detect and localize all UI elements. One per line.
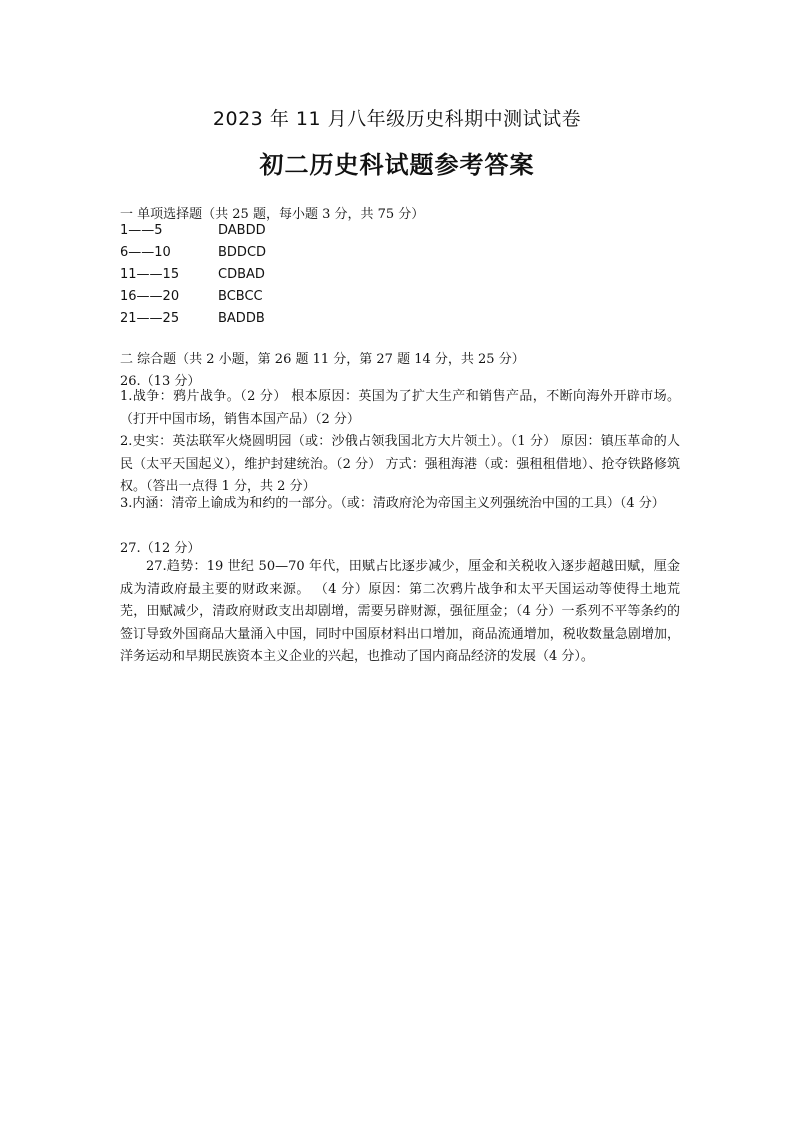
question-26-label: 26.（13 分） — [120, 374, 201, 389]
answer-range: 16——20 — [120, 289, 180, 304]
answer-letters: BCBCC — [218, 289, 263, 304]
answer-row — [120, 309, 265, 329]
answer-range: 6——10 — [120, 245, 171, 260]
answer-range: 11——15 — [120, 267, 180, 282]
answer-range: 1——5 — [120, 223, 163, 238]
answer-letters: BDDCD — [218, 245, 267, 260]
question-27-answer: 27.趋势：19 世纪 50—70 年代，田赋占比逐步减少，厘金和关税收入逐步超越田赋，厘金成为清政府最主要的财政来源。 （4 分）原因：第二次鸦片战争和太平天国运动等使得土地荒芜，田赋减少，清政府财政支出却剧增，需要另辟财源，强征厘金；（4 分）一系列不平等条约的签订导致外国商品大量涌入中国，同时中国原材料出口增加，商品流通增加，税收数量急剧增加，洋务运动和早期民族资本主义企业的兴起，也推动了国内商品经济的发展（4 分）。 — [120, 559, 680, 664]
answer-letters: DABDD — [218, 223, 266, 238]
exam-title: 2023 年 11 月八年级历史科期中测试试卷 — [212, 108, 582, 130]
answer-range: 21——25 — [120, 311, 180, 326]
answer-title: 初二历史科试题参考答案 — [259, 151, 535, 179]
question-26-part3: 3.内涵：清帝上谕成为和约的一部分。（或：清政府沦为帝国主义列强统治中国的工具）（4 分） — [120, 496, 665, 511]
question-26-part2: 2.史实：英法联军火烧圆明园（或：沙俄占领我国北方大片领土）。（1 分） 原因：镇压革命的人民（太平天国起义），维护封建统治。（2 分） 方式：强租海港（或：强租租借地）、抢夺铁路修筑权。（答出一点得 1 分，共 2 分） — [120, 434, 680, 494]
answer-row — [120, 221, 266, 241]
question-27-label: 27.（12 分） — [120, 541, 201, 556]
answer-letters: BADDB — [218, 311, 265, 326]
answer-row — [120, 287, 263, 307]
section1-heading: 一 单项选择题（共 25 题，每小题 3 分，共 75 分） — [120, 207, 425, 222]
section2-heading: 二 综合题（共 2 小题，第 26 题 11 分，第 27 题 14 分，共 25 分） — [120, 352, 525, 367]
question-26-part1: 1.战争：鸦片战争。（2 分） 根本原因：英国为了扩大生产和销售产品，不断向海外开辟市场。（打开中国市场，销售本国产品）（2 分） — [120, 389, 680, 427]
answer-row — [120, 265, 265, 285]
answer-row — [120, 243, 266, 263]
answer-letters: CDBAD — [218, 267, 265, 282]
